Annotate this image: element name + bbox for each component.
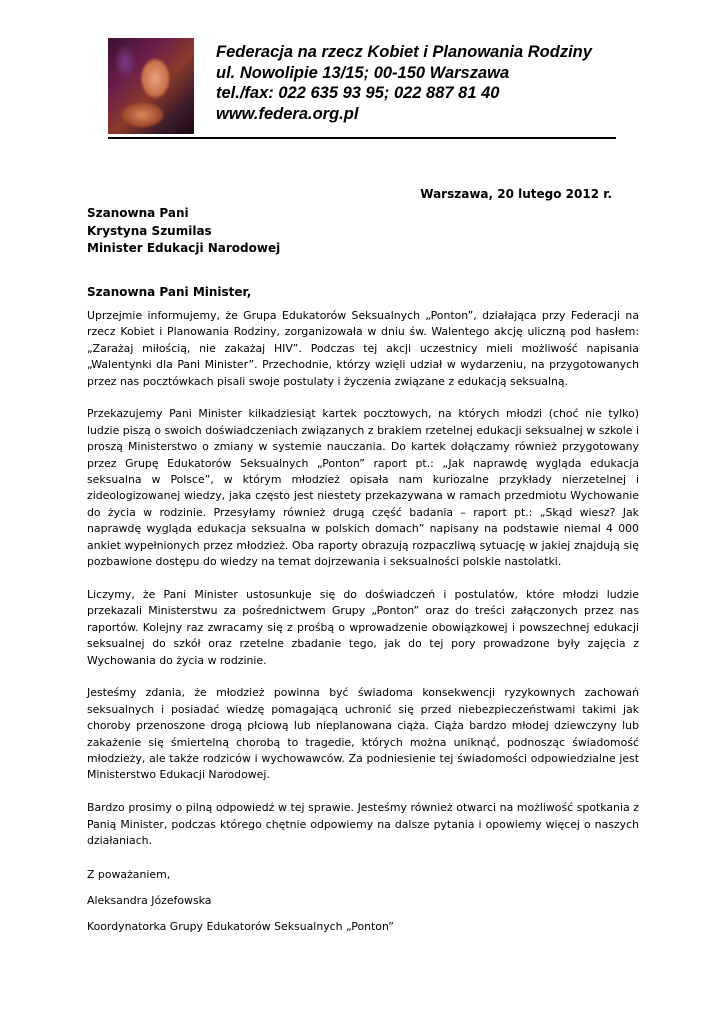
paragraph: Liczymy, że Pani Minister ustosunkuje się do doświadczeń i postulatów, które młodzi ludzie przekazali Ministerstwu za pośrednictwem Grupy „Ponton” oraz do treści załączonych przez nas raportów. Kolejny raz zwracamy się z prośbą o wprowadzenie obowiązkowej i powszechnej edukacji seksualnej do szkół oraz rzetelne zbadanie tego, jak do tej pory prowadzone były zajęcia z Wychowania do życia w rodzinie. [87, 587, 639, 667]
organization-logo-painting [108, 38, 194, 134]
letter-date: Warszawa, 20 lutego 2012 r. [420, 187, 612, 201]
header-divider [108, 137, 616, 139]
closing-salutation: Z poważaniem, [87, 868, 171, 881]
org-name: Federacja na rzecz Kobiet i Planowania Rodziny [216, 43, 592, 61]
paragraph: Uprzejmie informujemy, że Grupa Edukatorów Seksualnych „Ponton”, działająca przy Federacji na rzecz Kobiet i Planowania Rodziny, zorganizowała w dniu św. Walentego akcję uliczną pod hasłem: „Zarażaj miłością, nie zakażaj HIV”. Podczas tej akcji uczestnicy mieli możliwość napisania „Walentynki dla Pani Minister”. Przechodnie, którzy wzięli udział w wydarzeniu, na przygotowanych przez nas pocztówkach pisali swoje postulaty i życzenia związane z edukacją seksualną. [87, 309, 639, 388]
greeting: Szanowna Pani Minister, [87, 285, 252, 299]
paragraph: Jesteśmy zdania, że młodzież powinna być świadoma konsekwencji ryzykownych zachowań seksualnych i posiadać wiedzę pomagającą uchronić się przed niebezpieczeństwami takimi jak choroby przenoszone drogą płciową lub nieplanowana ciąża. Ciąża bardzo młodej dziewczyny lub zakażenie się śmiertelną chorobą to tragedie, których można uniknąć, podnosząc świadomość młodzieży, ale także rodziców i wychowawców. Za podniesienie tej świadomości odpowiedzialne jest Ministerstwo Edukacji Narodowej. [87, 686, 639, 782]
paragraph: Bardzo prosimy o pilną odpowiedź w tej sprawie. Jesteśmy również otwarci na możliwość spotkania z Panią Minister, podczas którego chętnie odpowiemy na dalsze pytania i opowiemy więcej o naszych działaniach. [87, 801, 639, 847]
recipient-name: Krystyna Szumilas [87, 223, 212, 238]
recipient-block [87, 205, 280, 258]
org-address: ul. Nowolipie 13/15; 00-150 Warszawa [216, 63, 510, 82]
org-website: www.federa.org.pl [216, 104, 359, 123]
paragraph: Przekazujemy Pani Minister kilkadziesiąt kartek pocztowych, na których młodzi (choć nie tylko) ludzie piszą o swoich doświadczeniach związanych z brakiem rzetelnej edukacji seksualnej w szkole i proszą Ministerstwo o zmiany w systemie nauczania. Do kartek dołączamy również przygotowany przez Grupę Edukatorów Seksualnych „Ponton” raport pt.: „Jak naprawdę wygląda edukacja seksualna w Polsce”, w którym młodzież opisała nam kuriozalne przykłady nierzetelnej i zideologizowanej wiedzy, jaka często jest niestety przekazywana w ramach przedmiotu Wychowanie do życia w rodzinie. Przesyłamy również drugą część badania – raport pt.: „Skąd wiesz? Jak naprawdę wygląda edukacja seksualna w polskich domach” napisany na podstawie niemal 4 000 ankiet wypełnionych przez młodzież. Oba raporty obrazują rozpaczliwą sytuację w jakiej znajdują się pozbawione dostępu do wiedzy na temat dojrzewania i seksualności polskie nastolatki. [87, 407, 639, 569]
closing-block [87, 862, 394, 940]
org-phone: tel./fax: 022 635 93 95; 022 887 81 40 [216, 84, 500, 102]
recipient-title: Minister Edukacji Narodowej [87, 241, 281, 255]
signatory-name: Aleksandra Józefowska [87, 894, 212, 907]
recipient-salutation: Szanowna Pani [87, 206, 189, 220]
signatory-title: Koordynatorka Grupy Edukatorów Seksualnych „Ponton” [87, 920, 394, 933]
letter-body [87, 308, 639, 866]
letterhead [216, 42, 592, 124]
